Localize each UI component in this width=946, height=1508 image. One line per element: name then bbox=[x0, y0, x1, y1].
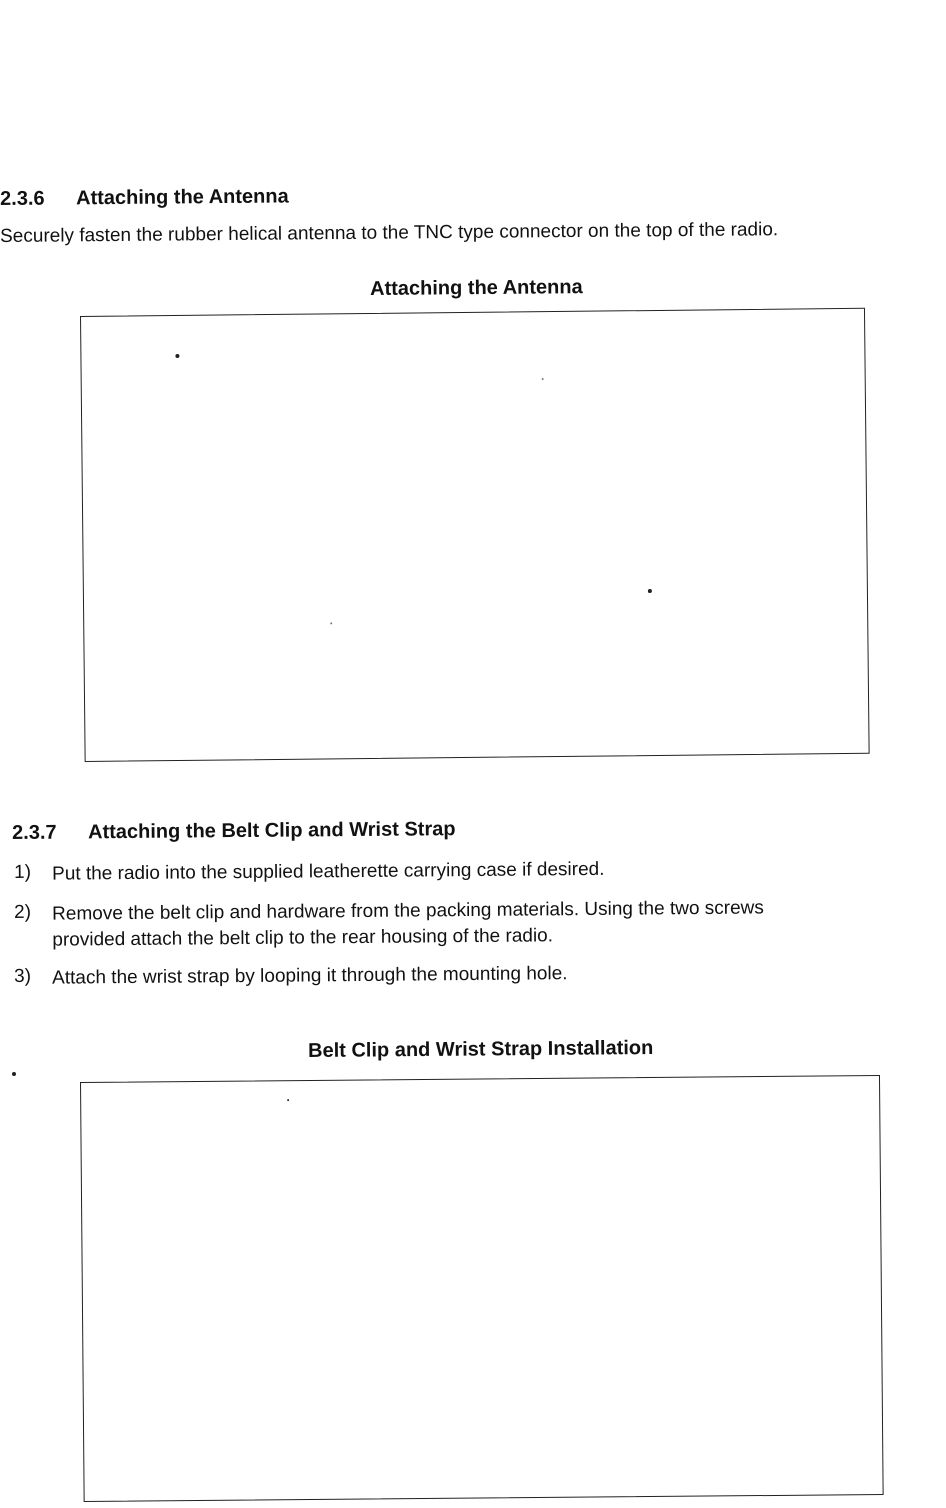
scan-speck bbox=[12, 1072, 16, 1076]
section-title: Attaching the Belt Clip and Wrist Strap bbox=[87, 818, 456, 844]
scan-speck bbox=[175, 354, 179, 358]
section-heading-2-3-6 bbox=[0, 185, 289, 211]
figure-caption-belt-clip: Belt Clip and Wrist Strap Installation bbox=[308, 1036, 654, 1062]
step-number: 1) bbox=[14, 861, 32, 883]
section-title: Attaching the Antenna bbox=[75, 185, 289, 210]
step-text: Remove the belt clip and hardware from the packing materials. Using the two screws bbox=[52, 897, 764, 925]
figure-caption-antenna: Attaching the Antenna bbox=[370, 276, 583, 300]
section-body-text: Securely fasten the rubber helical antenna to the TNC type connector on the top of the radio. bbox=[0, 219, 779, 247]
section-heading-2-3-7 bbox=[12, 818, 456, 845]
step-item bbox=[14, 894, 924, 958]
step-number: 2) bbox=[14, 901, 32, 923]
figure-belt-clip-placeholder bbox=[80, 1075, 884, 1502]
section-number: 2.3.7 bbox=[12, 821, 57, 844]
section-number: 2.3.6 bbox=[0, 187, 45, 210]
scan-speck bbox=[330, 622, 332, 624]
scan-speck bbox=[648, 589, 652, 593]
scan-speck bbox=[287, 1099, 289, 1101]
step-item bbox=[14, 854, 914, 890]
step-text: Attach the wrist strap by looping it through the mounting hole. bbox=[52, 963, 568, 989]
step-number: 3) bbox=[14, 965, 32, 987]
step-text: provided attach the belt clip to the rear housing of the radio. bbox=[52, 925, 554, 951]
step-text: Put the radio into the supplied leatherette carrying case if desired. bbox=[52, 858, 605, 885]
step-item bbox=[14, 958, 914, 994]
scan-speck bbox=[542, 378, 544, 380]
figure-antenna-placeholder bbox=[80, 308, 870, 762]
